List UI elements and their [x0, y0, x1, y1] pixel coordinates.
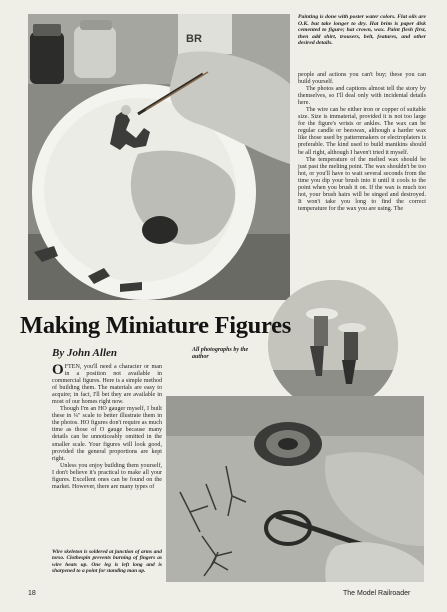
soldering-photo-image	[166, 396, 424, 582]
article-byline: By John Allen	[52, 347, 117, 359]
right-paragraph-3: The wire can be either iron or copper of suitable size. Size is immaterial, provided it is not too large for the figure's wrists or ankles. The wax can be regular candle or beeswax, although a harder wax like those used by patternmakers or electroplaters is preferable. The kind used to build manikins should be all right, although I haven't tried it myself.	[298, 107, 426, 156]
caption-top: Painting is done with poster water colors. Flat oils are O.K. but take longer to dry. Hat brim is paper disk cemented to figure; hat crown, wax. Paint flesh first, then add shirt, trousers, belt, features, and other desired details.	[298, 14, 426, 47]
painting-photo	[28, 14, 290, 300]
finished-figures-image	[268, 280, 398, 410]
caption-bottom: Wire skeleton is soldered at junction of arms and torso. Clothespin prevents burning of fingers as wire heats up. One leg is left long and is sharpened to a point for standing man up.	[52, 549, 162, 575]
article-title: Making Miniature Figures	[20, 312, 291, 339]
right-paragraph-2: The photos and captions almost tell the story by themselves, so I'll deal only with incidental details here.	[298, 86, 426, 107]
soldering-photo	[166, 396, 424, 582]
right-paragraph-4: The temperature of the melted wax should be just past the melting point. The wax shouldn't be too hot, or you'll have to wait several seconds from the time you dip your brush into it until it cools to the point when you brush it on. If the wax is much too hot, your brush hairs will be singed and destroyed. It won't take you long to find the correct temperature for the wax you are using. The	[298, 156, 426, 212]
left-paragraph-1-text: FTEN, you'll need a character or man in a position not available in commercial figures. Here is a simple method of building them. The materials are easy to acquire; in fact, I'll bet they are available in most of our homes right now.	[52, 364, 162, 406]
painting-photo-image	[28, 14, 290, 300]
left-paragraph-1	[52, 364, 162, 406]
magazine-name: The Model Railroader	[343, 590, 411, 597]
left-paragraph-2: Though I'm an HO gauger myself, I built these in ¼" scale to better illustrate them in the photos. HO figures don't require as much time as those of O gauge because many details can be unnoticeably omitted in the smaller scale. Your figures will look good, provided the general proportions are kept right.	[52, 406, 162, 462]
right-paragraph-1: people and actions you can't buy; these you can build yourself.	[298, 72, 426, 86]
page-number: 18	[28, 590, 36, 597]
finished-figures-photo	[268, 280, 398, 410]
drop-cap: O	[52, 362, 64, 378]
photo-credit: All photographs by the author	[192, 347, 249, 360]
column-left	[52, 364, 162, 491]
svg-text:BR: BR	[186, 33, 202, 45]
left-paragraph-3: Unless you enjoy building them yourself, I don't believe it's practical to make all your figures. Excellent ones can be found on the market. However, there are many types of	[52, 462, 162, 490]
column-right-top	[298, 72, 426, 213]
